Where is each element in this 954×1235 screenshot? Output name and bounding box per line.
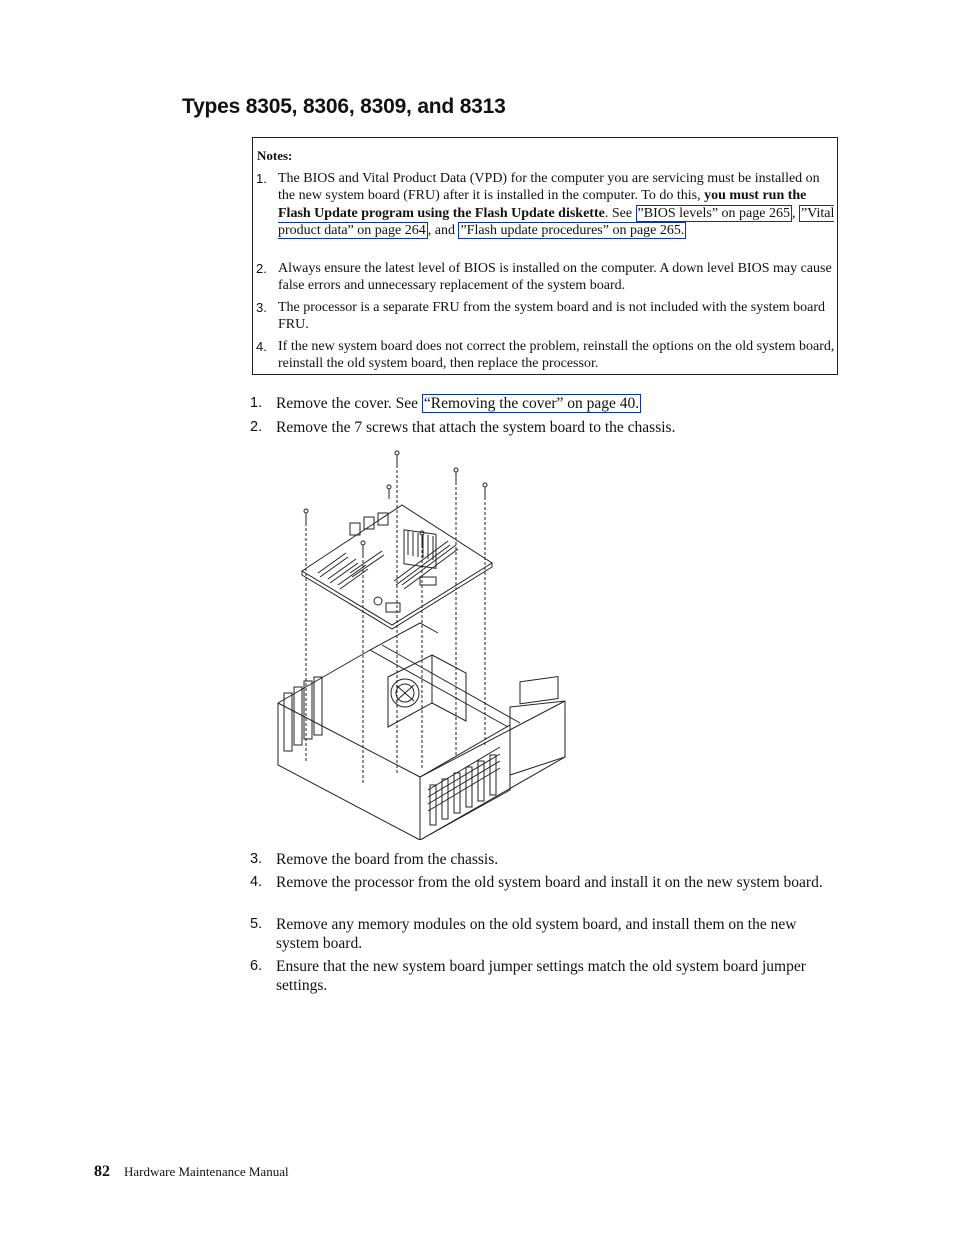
link-bios-levels[interactable]: ”BIOS levels” on page 265 [637,205,790,221]
notes-heading: Notes: [257,148,293,163]
step-number: 5. [250,916,263,932]
note-number: 3. [256,300,267,315]
manual-title: Hardware Maintenance Manual [124,1164,289,1179]
screw-icon [387,485,391,499]
link-flash-update-procedures[interactable]: ”Flash update procedures” on page 265. [460,222,685,238]
screw-icon [483,483,487,745]
screw-icon [454,468,458,757]
note-number: 2. [256,261,267,276]
link-vital-product-data[interactable]: ”Vital product data” on page 264 [278,205,835,238]
page-footer [94,1163,289,1181]
flash-update-instruction: you must run the Flash Update program using the Flash Update diskette [278,188,807,221]
step-number: 1. [250,395,263,411]
screw-icon [304,509,308,763]
note-number: 1. [256,171,267,186]
note-text: If the new system board does not correct the problem, reinstall the options on the old system board, reinstall the old system board, then replace the processor. [278,339,835,372]
step-number: 4. [250,874,263,890]
step-number: 3. [250,851,263,867]
notes-box [252,137,838,375]
note-number: 4. [256,339,267,354]
step-number: 6. [250,958,263,974]
page-number: 82 [94,1163,110,1180]
screw-icon [395,451,399,775]
note-text: The BIOS and Vital Product Data (VPD) for the computer you are servicing must be installed on the new system board (FRU) after it is installed in the computer. To do this, you must run the Flash Update program using the Flash Update diskette. See ”BIOS levels” on page 265 , ”Vital product data” on page 264 , and ”Flash update procedures” on page 265. [278,171,835,238]
link-removing-the-cover[interactable]: “Removing the cover” on page 40. [423,395,640,412]
system-board-removal-illustration [270,445,575,840]
note-text: The processor is a separate FRU from the system board and is not included with the system board FRU. [278,300,826,333]
page-title: Types 8305, 8306, 8309, and 8313 [182,95,506,118]
step-number: 2. [250,419,263,435]
note-text: Always ensure the latest level of BIOS is installed on the computer. A down level BIOS may cause false errors and unnecessary replacement of the system board. [278,261,832,294]
